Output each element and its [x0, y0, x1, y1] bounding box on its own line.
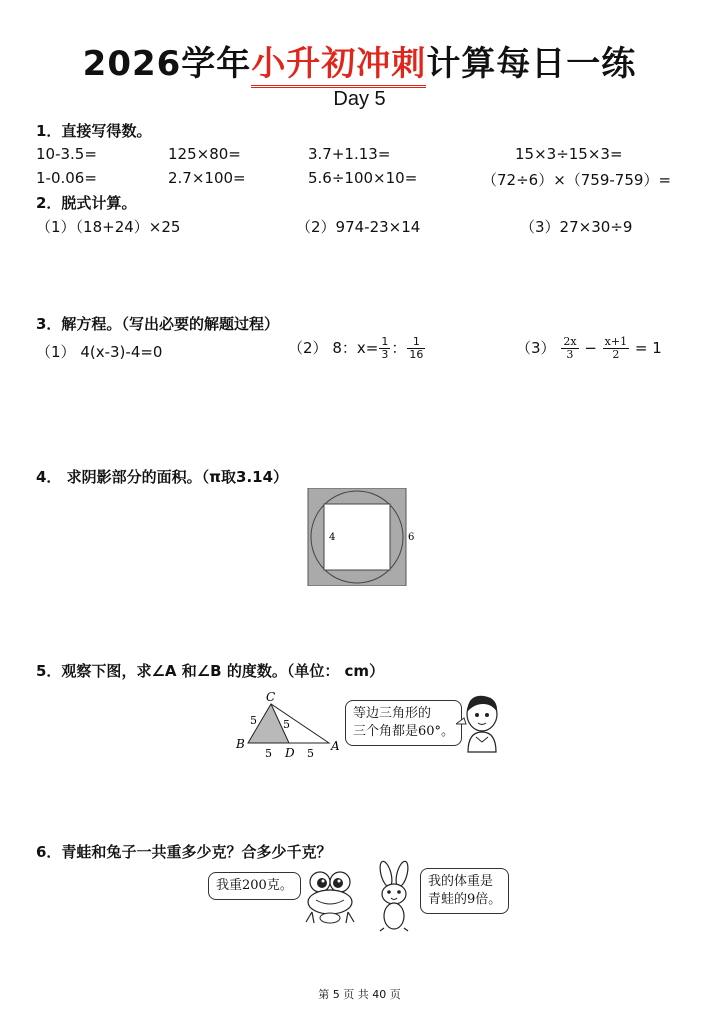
fraction-numerator: 1 — [381, 335, 389, 348]
page-title — [0, 36, 719, 85]
q3-item-3-rhs: = 1 — [634, 339, 662, 357]
q3-item-2-prefix: 8：x= — [332, 339, 379, 357]
q3-item-2-label: （2） — [288, 339, 328, 357]
fraction-numerator: 2x — [563, 335, 577, 348]
frog-icon — [300, 866, 362, 926]
vertex-a-label: A — [331, 739, 340, 753]
side-cd-label: 5 — [283, 718, 290, 731]
q1-r2-c1: 1-0.06= — [36, 169, 97, 187]
hint-line-1: 等边三角形的 — [353, 706, 432, 721]
vertex-b-label: B — [236, 737, 245, 751]
q3-heading: 3．解方程。（写出必要的解题过程） — [36, 315, 279, 333]
q3-item-2-sep: ： — [391, 339, 407, 357]
q1-r2-c2: 2.7×100= — [168, 169, 246, 187]
q4-shaded-area-figure — [305, 488, 420, 586]
side-da-label: 5 — [307, 747, 314, 760]
inner-side-label: 4 — [329, 532, 336, 543]
q3-item-3-fraction-2 — [603, 336, 629, 361]
side-bc-label: 5 — [250, 714, 257, 727]
q4-heading: 4． 求阴影部分的面积。（π取3.14） — [36, 468, 289, 486]
rabbit-speech-bubble — [420, 868, 509, 914]
q1-r2-c3: 5.6÷100×10= — [308, 169, 418, 187]
q3-item-1-label: （1） — [36, 343, 76, 361]
q3-item-2-fraction-1 — [379, 336, 390, 361]
q3-item-1 — [36, 341, 162, 362]
q1-r1-c3: 3.7+1.13= — [308, 145, 391, 163]
q3-item-2-fraction-2 — [407, 336, 425, 361]
q5-triangle-figure — [234, 688, 346, 762]
vertex-c-label: C — [266, 690, 276, 704]
title-prefix: 2026学年 — [82, 44, 252, 84]
rabbit-line-1: 我的体重是 — [428, 874, 494, 889]
point-d-label: D — [285, 746, 295, 760]
q3-item-2 — [288, 336, 426, 361]
rabbit-icon — [372, 860, 418, 932]
q2-item-1: （1）（18+24）×25 — [36, 218, 181, 236]
q5-heading: 5．观察下图，求∠A 和∠B 的度数。（单位： cm） — [36, 662, 385, 680]
fraction-denominator: 2 — [612, 348, 620, 361]
q3-item-3-fraction-1 — [561, 336, 578, 361]
q3-item-3-minus: − — [584, 339, 597, 357]
q2-item-2: （2）974-23×14 — [296, 218, 421, 236]
day-label: Day 5 — [333, 88, 386, 110]
q5-hint-bubble — [345, 700, 462, 746]
q1-r1-c1: 10-3.5= — [36, 145, 97, 163]
fraction-denominator: 3 — [381, 348, 389, 361]
page-footer: 第 5 页 共 40 页 — [318, 988, 401, 1001]
q1-r1-c4: 15×3÷15×3= — [515, 145, 623, 163]
q2-heading: 2．脱式计算。 — [36, 194, 137, 212]
q6-heading: 6．青蛙和兔子一共重多少克？合多少千克？ — [36, 843, 332, 861]
fraction-numerator: x+1 — [604, 335, 628, 348]
title-suffix: 计算每日一练 — [426, 44, 637, 84]
q1-r2-c4: （72÷6）×（759-759）= — [482, 171, 672, 189]
q3-item-3-label: （3） — [516, 339, 556, 357]
q1-heading: 1．直接写得数。 — [36, 122, 152, 140]
boy-character-icon — [456, 692, 506, 754]
hint-line-2: 三个角都是60°。 — [353, 724, 455, 739]
q2-item-3: （3）27×30÷9 — [520, 218, 633, 236]
rabbit-line-2: 青蛙的9倍。 — [428, 892, 502, 907]
q1-r1-c2: 125×80= — [168, 145, 241, 163]
frog-speech-bubble: 我重200克。 — [208, 872, 301, 900]
q3-item-1-expr: 4(x-3)-4=0 — [80, 343, 163, 361]
fraction-numerator: 1 — [407, 336, 425, 349]
q3-item-3 — [516, 336, 662, 361]
side-bd-label: 5 — [265, 747, 272, 760]
title-highlight: 小升初冲刺 — [251, 44, 426, 88]
fraction-denominator: 3 — [566, 348, 574, 361]
fraction-denominator: 16 — [409, 348, 424, 361]
outer-side-label: 6 — [408, 532, 415, 543]
